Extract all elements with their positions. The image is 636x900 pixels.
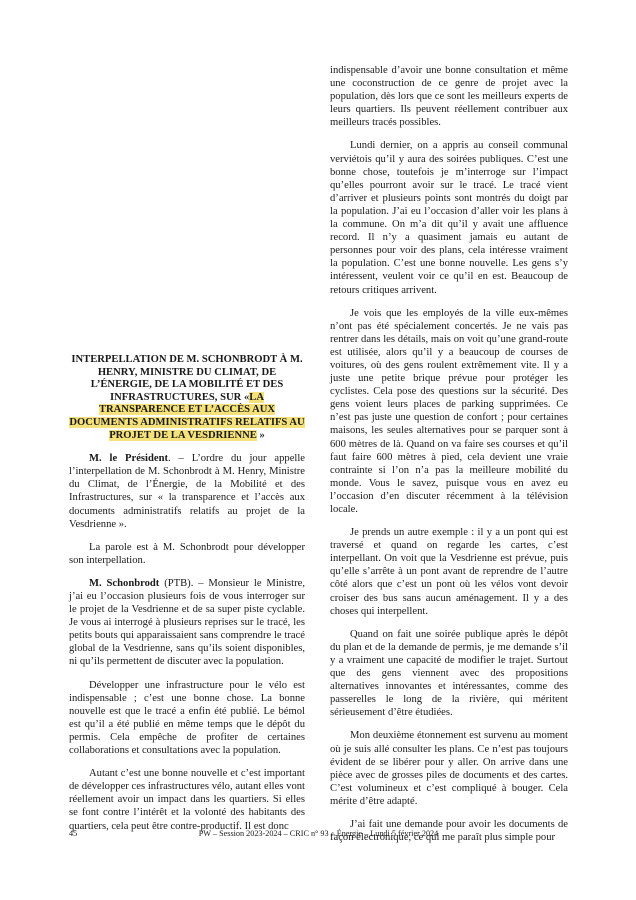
paragraph bbox=[69, 452, 305, 531]
paragraph: Développer une infrastructure pour le vélo est indispensable ; c’est une bonne chose. La bonne nouvelle est que le tracé a enfin été publié. Le bémol est qu’il a été publié en même temps que le dépôt du permis. Cela empêche de profiter de certaines collaborations et consultations avec la population. bbox=[69, 679, 305, 757]
paragraph: Autant c’est une bonne nouvelle et c’est important de développer ces infrastructures vélo, autant elles vont réellement avoir un impact dans les quartiers. Si elles se font contre l’intérêt et la volonté des habitants des quartiers, cela peut être contre-productif. Il est donc bbox=[69, 768, 305, 832]
paragraph: La parole est à M. Schonbrodt pour développer son interpellation. bbox=[69, 541, 305, 566]
speaker-name: M. le Président bbox=[89, 453, 169, 465]
interpellation-heading bbox=[69, 354, 305, 442]
heading-text: INTERPELLATION DE M. SCHONBRODT À M. HENRY, MINISTRE DU CLIMAT, DE L’ÉNERGIE, DE LA MOBILITÉ ET DES INFRASTRUCTURES, SUR « bbox=[71, 354, 303, 403]
page-number: 45 bbox=[69, 829, 78, 838]
paragraph: J’ai fait une demande pour avoir les documents de façon électronique, ce qui me paraît plus simple pour bbox=[330, 818, 568, 844]
paragraph: Je prends un autre exemple : il y a un pont qui est traversé et quand on regarde les cartes, c’est interpellant. On voit que la Vesdrienne est prévue, puis qu’elle s’arrête à un pont avant de reprendre de l’autre côté alors que c’est un pont où les vélos vont devoir croiser des bus sans aucun aménagement. Il y a des choses qui interpellent. bbox=[330, 527, 568, 617]
paragraph: Quand on fait une soirée publique après le dépôt du plan et de la demande de permis, je me demande s’il y a vraiment une capacité de modifier le trajet. Surtout que des gens viennent avec des propositions alternatives innovantes et intéressantes, comme des passerelles le long de la rivière, qui méritent sérieusement d’être étudiées. bbox=[330, 628, 568, 719]
paragraph: Je vois que les employés de la ville eux-mêmes n’ont pas été spécialement concertés. Je ne vais pas rentrer dans les détails, mais on voit qu’une grand-route est utilisée, alors qu’il y a beaucoup de courses de voitures, où des gens roulent extrêmement vite. Il y a juste une petite brique prévue pour protéger les cyclistes. Cela pose des questions sur la sécurité. Des gens voient leurs places de parking supprimées. Ce n’est pas juste une question de confort ; pour certaines maisons, les seules alternatives pour se parquer sont à 600 mètres de là. Quand on va faire ses courses et qu’il faut faire 600 mètres à pied, cela devient une vraie contrainte si l’on n’a pas la meilleure mobilité du monde. Vous le savez, puisque vous en avez eu l’occasion d’en discuter récemment à la télévision locale. bbox=[330, 307, 568, 515]
speaker-name: M. Schonbrodt bbox=[89, 577, 160, 589]
paragraph: Lundi dernier, on a appris au conseil communal verviétois qu’il y aura des soirées publiques. C’est une bonne chose, toutefois je m’interroge sur l’impact qu’elles pourront avoir sur le tracé. Le tracé vient d’arriver et plusieurs points sont montrés du doigt par la population. J’ai eu l’occasion d’aller voir les plans à la commune. On m’a dit qu’il y avait une affluence record. Il n’y a quasiment jamais eu autant de personnes pour voir des plans, cela intéresse vraiment la population. C’est une bonne nouvelle. Les gens s’y intéressent, veulent voir ce qu’il en est. Beaucoup de retours critiques arrivent. bbox=[330, 140, 568, 296]
footer-text: PW – Session 2023-2024 – CRIC n° 93 – Énergie – Lundi 5 février 2024 bbox=[198, 829, 439, 838]
page-footer bbox=[69, 829, 568, 843]
paragraph: Mon deuxième étonnement est survenu au moment où je suis allé consulter les plans. Ce n’est pas toujours évident de se libérer pour y aller. On arrive dans une pièce avec de grosses piles de documents et des cartes. C’est volumineux et c’est compliqué à bouger. Cela mérite d’être adapté. bbox=[330, 730, 568, 807]
paragraph bbox=[69, 577, 305, 669]
paragraph: indispensable d’avoir une bonne consultation et même une coconstruction de ce genre de projet avec la population, dès lors que ce sont les meilleurs experts de leurs quartiers. Ils peuvent réellement contribuer aux meilleurs tracés possibles. bbox=[330, 65, 568, 129]
right-column bbox=[330, 64, 568, 854]
heading-closing-quote: » bbox=[256, 429, 265, 441]
left-column bbox=[69, 354, 305, 843]
paragraph-text: . – L’ordre du jour appelle l’interpellation de M. Schonbrodt à M. Henry, Ministre du Climat, de l’Énergie, de la Mobilité et des Infrastructures, sur « la transparence et l’accès aux documents administratifs relatifs au projet de la Vesdrienne ». bbox=[69, 453, 305, 530]
paragraph-text: (PTB). – Monsieur le Ministre, j’ai eu l’occasion plusieurs fois de vous interroger sur le projet de la Vesdrienne et de sa super piste cyclable. Je vous ai interrogé à plusieurs reprises sur le tracé, les petits bouts qui apparaissaient sans comprendre le tracé global de la Vesdrienne, sans qu’ils soient disponibles, ni qu’ils permettent de discuter avec la population. bbox=[69, 577, 305, 668]
heading-highlighted-text: LA TRANSPARENCE ET L’ACCÈS AUX DOCUMENTS ADMINISTRATIFS RELATIFS AU PROJET DE LA VESDRIENNE bbox=[69, 391, 305, 441]
